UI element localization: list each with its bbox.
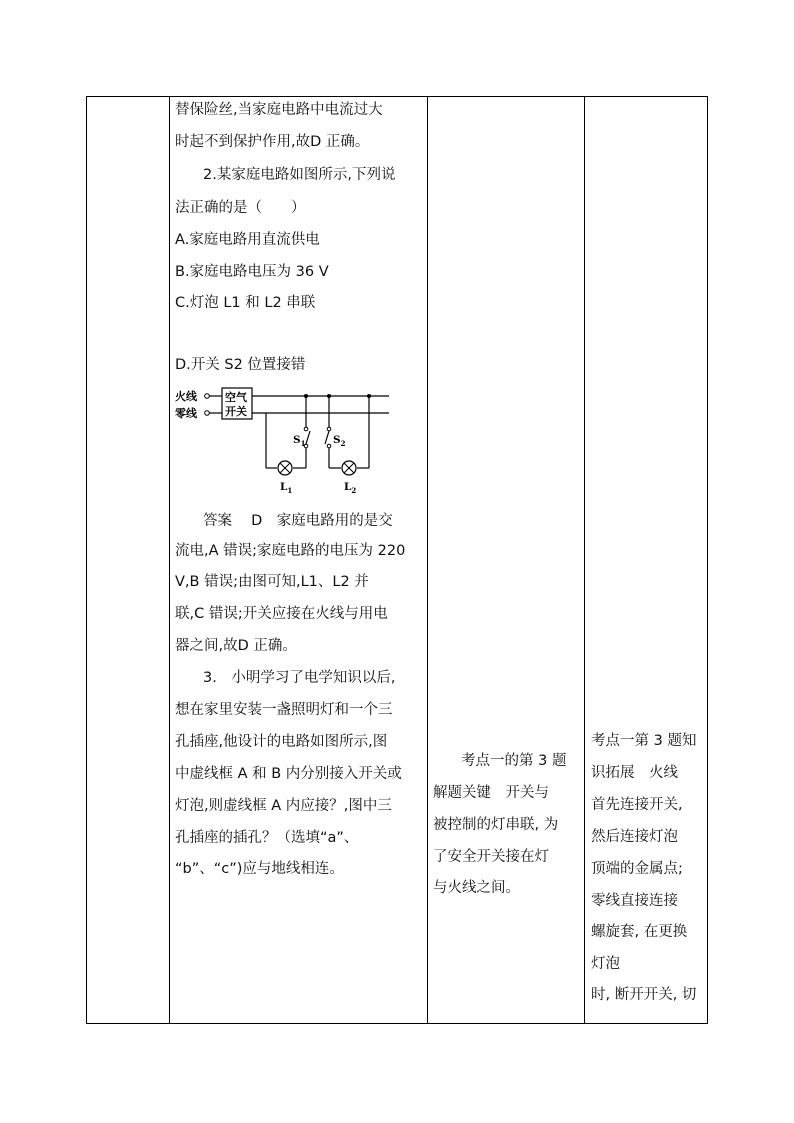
option-c: C.灯泡 L1 和 L2 串联 xyxy=(175,295,316,311)
text-line: 顶端的金属点; xyxy=(591,861,683,877)
text-line: 法正确的是（ ） xyxy=(175,200,306,216)
answer-line: 答案 D 家庭电路用的是交 xyxy=(203,513,393,529)
text-line: 螺旋套, 在更换 xyxy=(591,924,688,940)
text-line: 中虚线框 A 和 B 内分别接入开关或 xyxy=(175,766,402,782)
text-line: 了安全开关接在灯 xyxy=(433,849,549,865)
question-3-title: 3. 小明学习了电学知识以后, xyxy=(203,670,396,686)
column-content xyxy=(169,97,427,1023)
option-b: B.家庭电路电压为 36 V xyxy=(175,264,329,280)
switch-s1-label: $S_1$ xyxy=(293,434,306,448)
circuit-diagram xyxy=(169,383,427,501)
text-line: 联,C 错误;开关应接在火线与用电 xyxy=(175,606,388,622)
air-switch-label-bottom: 开关 xyxy=(225,405,247,418)
option-d: D.开关 S2 位置接错 xyxy=(175,357,306,373)
lesson-table xyxy=(86,96,708,1024)
switch-s2-icon xyxy=(325,431,329,444)
neutral-terminal-icon xyxy=(205,411,210,416)
text-line: 与火线之间。 xyxy=(433,880,520,896)
extension-title: 考点一第 3 题知 xyxy=(591,733,697,749)
lamp-l1-label: $L_1$ xyxy=(280,481,293,495)
text-line: V,B 错误;由图可知,L1、L2 并 xyxy=(175,574,369,590)
text-line: 零线直接连接 xyxy=(591,893,678,909)
neutral-wire-label: 零线 xyxy=(175,407,197,420)
text-line: 灯泡,则虚线框 A 内应接？,图中三 xyxy=(175,798,392,814)
key-point-title: 考点一的第 3 题 xyxy=(461,753,567,769)
text-line: 孔插座,他设计的电路如图所示,图 xyxy=(175,734,388,750)
text-line: 识拓展 火线 xyxy=(591,765,678,781)
question-2-title: 2.某家庭电路如图所示,下列说 xyxy=(203,167,396,183)
lamp-l2-label: $L_2$ xyxy=(344,481,357,495)
air-switch-label-top: 空气 xyxy=(225,391,247,404)
text-line: 灯泡 xyxy=(591,956,620,972)
live-wire-label: 火线 xyxy=(175,390,197,403)
switch-s1-icon xyxy=(306,431,310,444)
text-line: 孔插座的插孔？（选填“a”、 xyxy=(175,830,359,846)
text-line: 时起不到保护作用,故D 正确。 xyxy=(175,134,370,150)
text-line: 时, 断开开关, 切 xyxy=(591,987,697,1003)
text-line: 被控制的灯串联, 为 xyxy=(433,817,559,833)
column-extension xyxy=(584,97,709,1023)
text-line: 流电,A 错误;家庭电路的电压为 220 xyxy=(175,543,406,559)
switch-s2-label: $S_2$ xyxy=(333,434,346,448)
text-line: 解题关键 开关与 xyxy=(433,785,549,801)
text-line: 器之间,故D 正确。 xyxy=(175,638,297,654)
text-line: 然后连接灯泡 xyxy=(591,829,678,845)
text-line: “b”、“c”)应与地线相连。 xyxy=(175,861,344,877)
option-a: A.家庭电路用直流供电 xyxy=(175,232,320,248)
column-key-points xyxy=(427,97,584,1023)
live-terminal-icon xyxy=(205,394,210,399)
text-line: 首先连接开关, xyxy=(591,797,683,813)
text-line: 想在家里安装一盏照明灯和一个三 xyxy=(175,702,393,718)
text-line: 替保险丝,当家庭电路中电流过大 xyxy=(175,102,383,118)
